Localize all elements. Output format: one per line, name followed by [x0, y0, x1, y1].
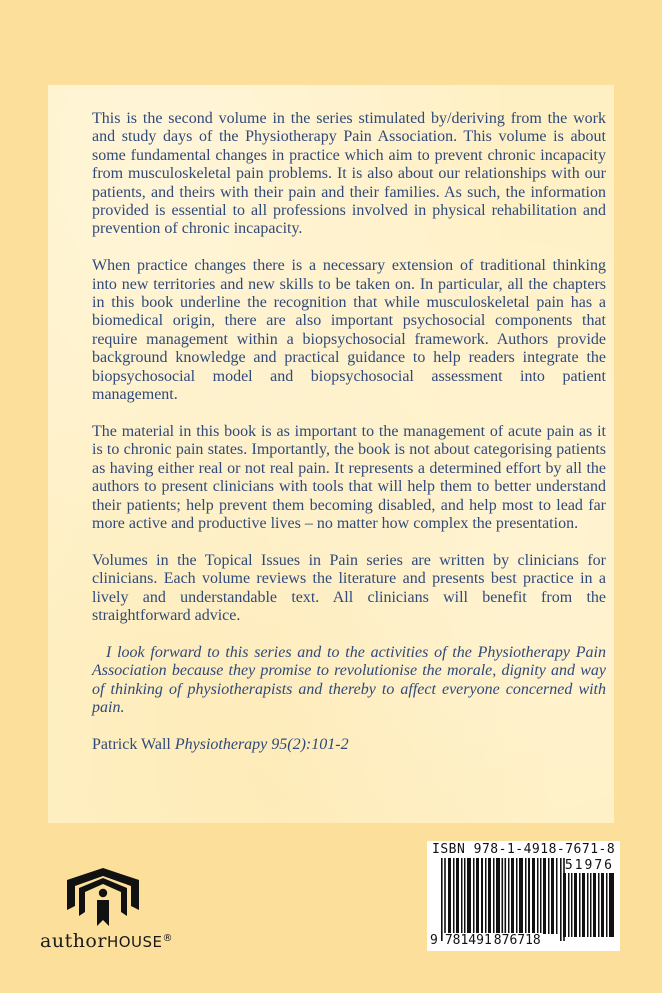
barcode-right-group: 876718 [493, 933, 541, 948]
ean13-bars [441, 858, 565, 941]
endorsement-quote: I look forward to this series and to the activities of the Physiotherapy Pain Association because they promise to revolutionise the morale, dignity and way of thinking of physiotherapists and thereby to affect everyone concerned with pain. [92, 643, 606, 716]
publisher-wordmark [40, 930, 180, 952]
authorhouse-house-book-icon [65, 866, 141, 928]
isbn-barcode [427, 841, 620, 951]
registered-trademark: ® [162, 933, 174, 944]
publisher-logo [40, 866, 180, 956]
price-addon-code: 51976 [564, 858, 614, 873]
barcode-digits [430, 933, 542, 948]
blurb-paragraph-2: When practice changes there is a necessary extension of traditional thinking into new territories and new skills to be taken on. In particular, all the chapters in this book underline the recognition that while musculoskeletal pain has a biomedical origin, there are also important psychosocial components that require management within a biopsychosocial framework. Authors provide background knowledge and practical guidance to help readers integrate the biopsychosocial model and biopsychosocial assessment into patient management. [92, 257, 606, 404]
blurb-paragraph-4: Volumes in the Topical Issues in Pain series are written by clinicians for clinicians. Each volume reviews the literature and presents best practice in a lively and understandable text. All clinicians will benefit from the straightforward advice. [92, 551, 606, 624]
barcode-left-group: 781491 [444, 933, 492, 948]
blurb-paragraph-3: The material in this book is as important to the management of acute pain as it is to chronic pain states. Importantly, the book is not about categorising patients as having either real or not real pain. It represents a determined effort by all the authors to present clinicians with tools that will help them to better understand their patients; help prevent them becoming disabled, and help most to lead far more active and productive lives – no matter how complex the presentation. [92, 422, 606, 532]
blurb-paragraph-1: This is the second volume in the series stimulated by/deriving from the work and study days of the Physiotherapy Pain Association. This volume is about some fundamental changes in practice which aim to prevent chronic incapacity from musculoskeletal pain problems. It is also about our relationships with our patients, and theirs with their pain and their families. As such, the information provided is essential to all professions involved in physical rehabilitation and prevention of chronic incapacity. [92, 110, 606, 238]
wordmark-house: HOUSE [106, 933, 163, 951]
isbn-label: ISBN 978-1-4918-7671-8 [432, 842, 616, 857]
quote-attribution [92, 736, 606, 754]
back-cover-blurb [92, 110, 606, 754]
attribution-author: Patrick Wall [92, 735, 171, 753]
barcode-lead-digit: 9 [430, 933, 438, 948]
wordmark-author: author [40, 930, 107, 952]
ean5-addon-bars [560, 873, 615, 937]
attribution-source: Physiotherapy 95(2):101-2 [174, 735, 349, 753]
